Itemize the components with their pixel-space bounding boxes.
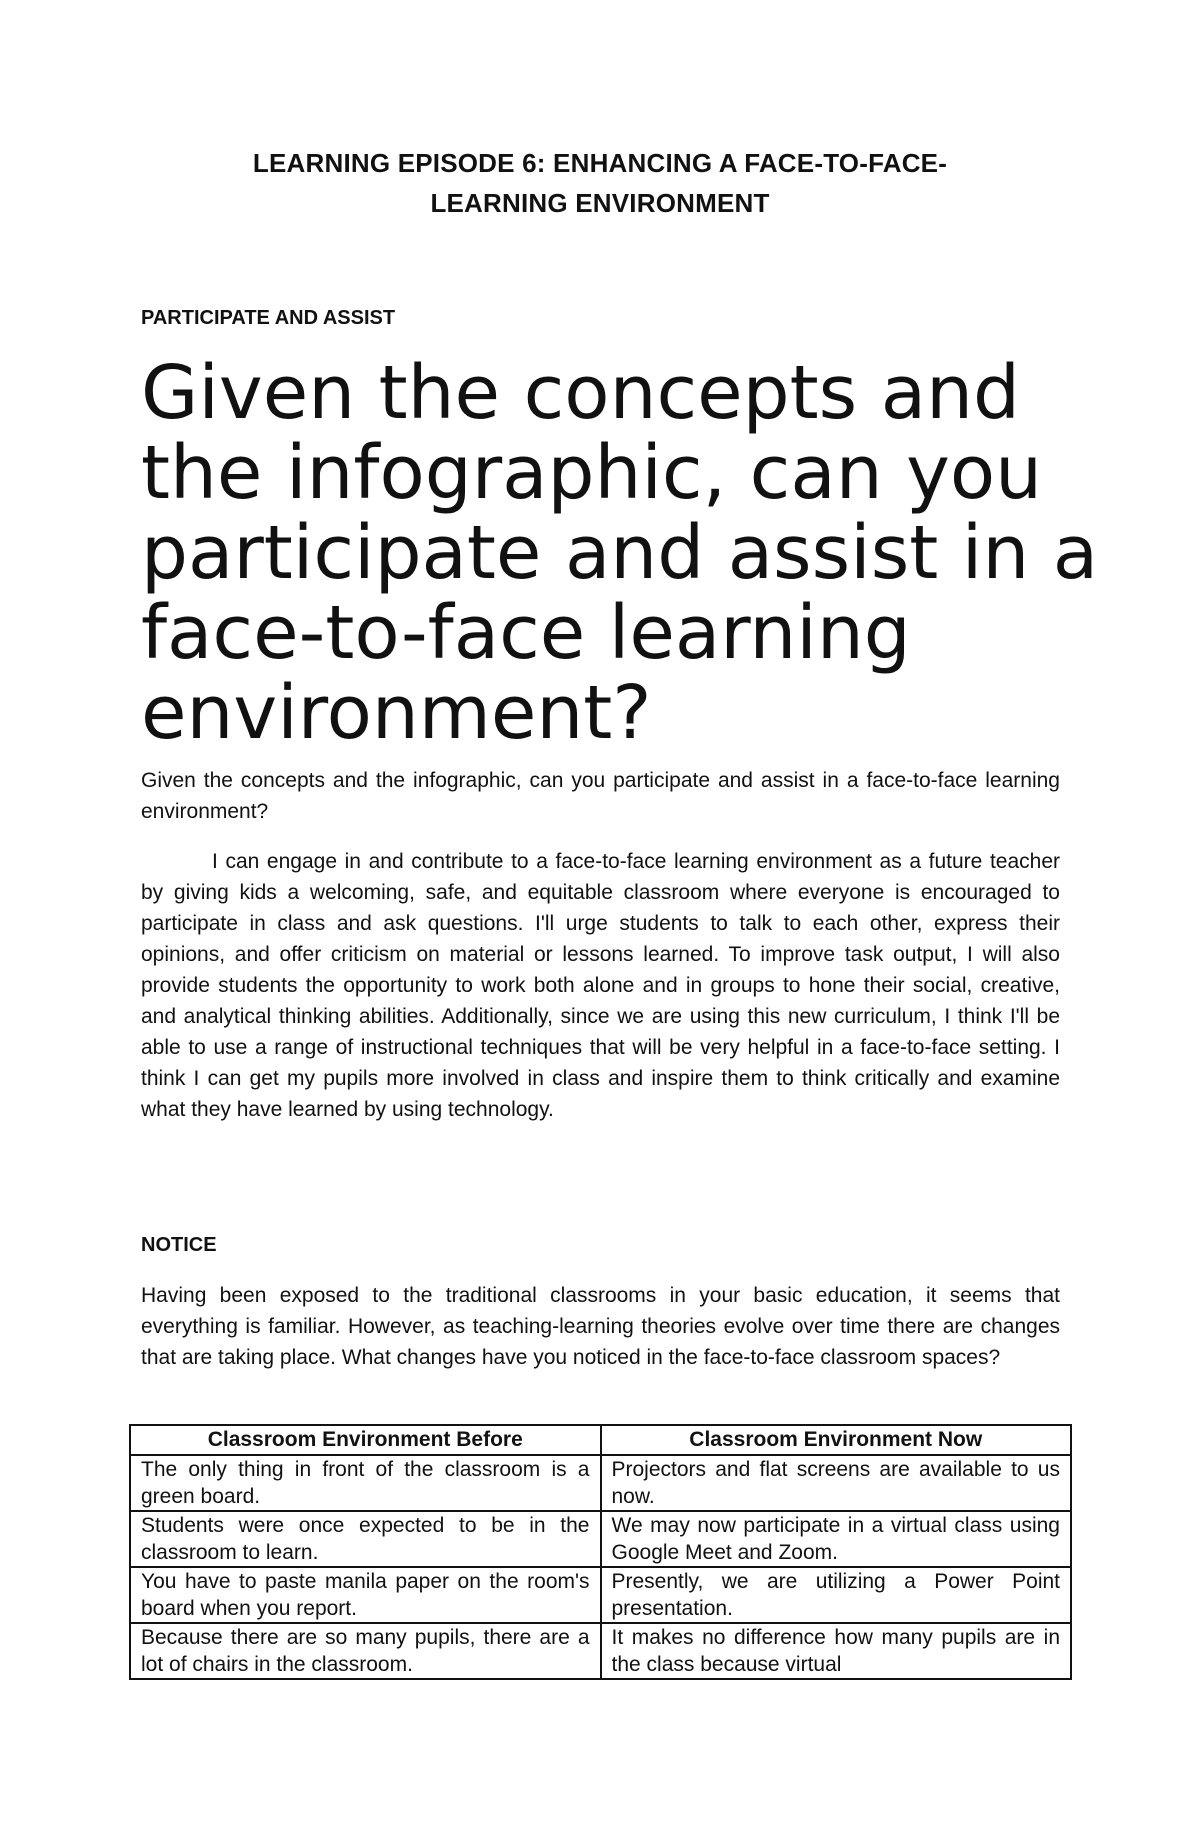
big-question: Given the concepts and the infographic, can you participate and assist in a face-to-face learning environment? xyxy=(141,350,1099,756)
cell-now xyxy=(601,1623,1072,1679)
notice-heading: NOTICE xyxy=(141,1234,217,1256)
cell-now: Projectors and flat screens are available to us now. xyxy=(601,1455,1072,1511)
table-header-row xyxy=(130,1425,1071,1455)
title-line-2: LEARNING ENVIRONMENT xyxy=(430,188,770,218)
answer-paragraph: I can engage in and contribute to a face-to-face learning environment as a future teacher by giving kids a welcoming, safe, and equitable classroom where everyone is encouraged to participate in class and ask questions. I'll urge students to talk to each other, express their opinions, and offer criticism on material or lessons learned. To improve task output, I will also provide students the opportunity to work both alone and in groups to hone their social, creative, and analytical thinking abilities. Additionally, since we are using this new curriculum, I think I'll be able to use a range of instructional techniques that will be very helpful in a face-to-face setting. I think I can get my pupils more involved in class and inspire them to think critically and examine what they have learned by using technology. xyxy=(141,850,1060,1121)
notice-prompt: Having been exposed to the traditional classrooms in your basic education, it seems that everything is familiar. However, as teaching-learning theories evolve over time there are changes that are taking place. What changes have you noticed in the face-to-face classroom spaces? xyxy=(141,1284,1060,1369)
page-title xyxy=(140,143,1060,223)
header-before: Classroom Environment Before xyxy=(130,1425,601,1455)
title-line-1: LEARNING EPISODE 6: ENHANCING A FACE-TO-FACE- xyxy=(252,148,948,178)
cell-now-text: It makes no difference how many pupils are in the class because virtual xyxy=(611,1626,1060,1676)
cell-before: Because there are so many pupils, there are a lot of chairs in the classroom. xyxy=(130,1623,601,1679)
comparison-table xyxy=(129,1424,1072,1680)
header-now: Classroom Environment Now xyxy=(601,1425,1072,1455)
table-row xyxy=(130,1455,1071,1511)
cell-before: Students were once expected to be in the classroom to learn. xyxy=(130,1511,601,1567)
table-row xyxy=(130,1623,1071,1679)
table-row xyxy=(130,1511,1071,1567)
question-text: Given the concepts and the infographic, can you participate and assist in a face-to-face learning environment? xyxy=(141,769,1060,823)
cell-before: You have to paste manila paper on the room's board when you report. xyxy=(130,1567,601,1623)
cell-before: The only thing in front of the classroom is a green board. xyxy=(130,1455,601,1511)
table-row xyxy=(130,1567,1071,1623)
participate-heading: PARTICIPATE AND ASSIST xyxy=(141,307,396,329)
cell-now: Presently, we are utilizing a Power Point presentation. xyxy=(601,1567,1072,1623)
cell-now: We may now participate in a virtual class using Google Meet and Zoom. xyxy=(601,1511,1072,1567)
